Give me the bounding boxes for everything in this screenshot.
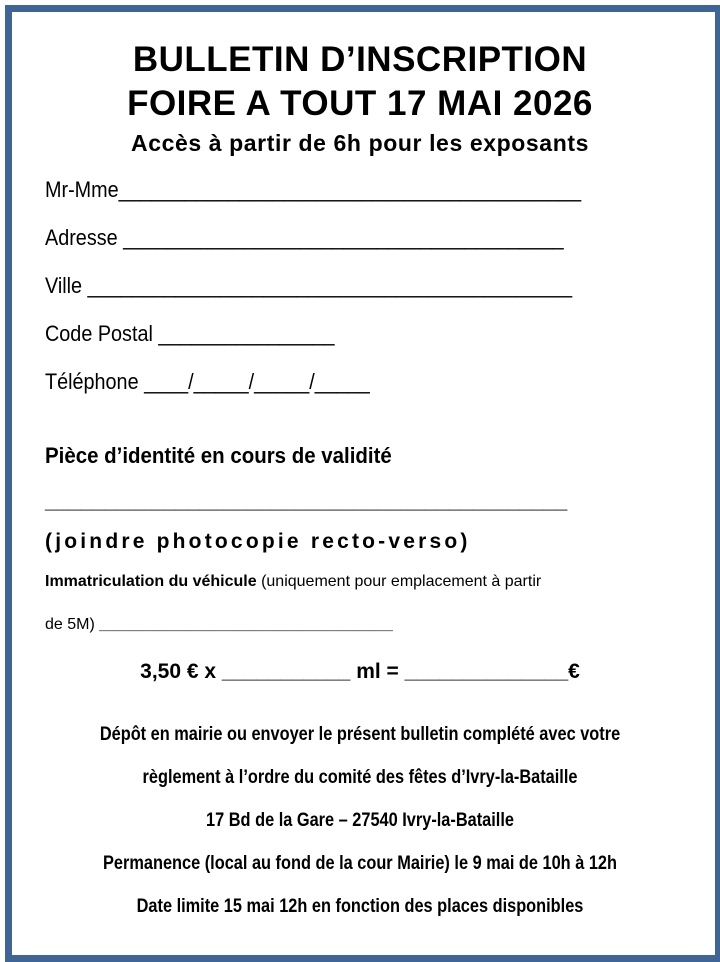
deadline: Date limite 15 mai 12h en fonction des places disponibles <box>136 896 584 917</box>
deposit-instructions: Dépôt en mairie ou envoyer le présent bulletin complété avec votre <box>99 724 621 745</box>
price-calculation[interactable]: 3,50 € x ___________ ml = ______________€ <box>140 660 580 683</box>
payment-instructions: règlement à l’ordre du comité des fêtes d’Ivry-la-Bataille <box>142 767 578 788</box>
identity-field[interactable]: ____________________________________________ <box>45 488 568 513</box>
form-title-line1: BULLETIN D’INSCRIPTION <box>132 40 588 79</box>
vehicle-field[interactable]: _________________________________ <box>99 616 393 633</box>
vehicle-label: Immatriculation du véhicule <box>45 573 257 590</box>
vehicle-note-end: de 5M) <box>45 616 95 633</box>
photocopy-note: (joindre photocopie recto-verso) <box>45 530 471 553</box>
office-hours: Permanence (local au fond de la cour Mairie) le 9 mai de 10h à 12h <box>103 853 617 874</box>
access-subtitle: Accès à partir de 6h pour les exposants <box>130 130 589 156</box>
form-title-line2: FOIRE A TOUT 17 MAI 2026 <box>127 84 593 123</box>
name-field[interactable]: Mr-Mme__________________________________________ <box>45 177 582 202</box>
vehicle-registration-row-2 <box>45 616 393 634</box>
phone-field[interactable]: Téléphone ____/_____/_____/_____ <box>45 369 370 394</box>
city-field[interactable]: Ville ____________________________________________ <box>45 273 573 298</box>
postal-code-field[interactable]: Code Postal ________________ <box>45 321 335 346</box>
address-field[interactable]: Adresse ________________________________________ <box>45 225 564 250</box>
vehicle-registration-row <box>45 573 541 591</box>
identity-label: Pièce d’identité en cours de validité <box>45 443 392 468</box>
address-line: 17 Bd de la Gare – 27540 Ivry-la-Bataille <box>206 810 514 831</box>
vehicle-note: (uniquement pour emplacement à partir <box>261 573 542 590</box>
